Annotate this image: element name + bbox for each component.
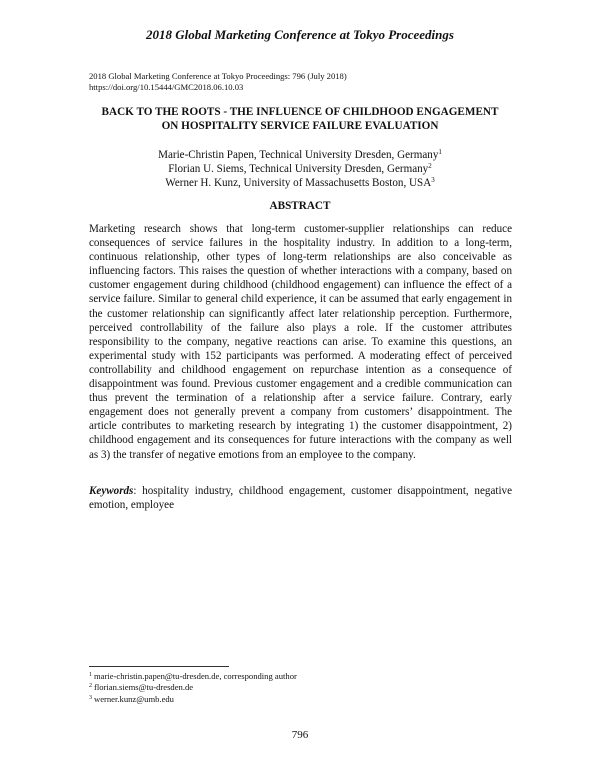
footnote-email: werner.kunz@umb.edu (94, 693, 174, 704)
doi-line: https://doi.org/10.15444/GMC2018.06.10.03 (89, 82, 244, 92)
author-line (80, 148, 520, 162)
author-list (80, 148, 520, 190)
footnote-divider (89, 666, 229, 667)
author-line (80, 176, 520, 190)
citation-line: 2018 Global Marketing Conference at Tokyo Proceedings: 796 (July 2018) (89, 71, 347, 81)
page-number: 796 (291, 729, 309, 741)
footnote-email: marie-christin.papen@tu-dresden.de, corresponding author (94, 671, 297, 681)
keywords-paragraph (89, 484, 512, 512)
abstract-body: Marketing research shows that long-term customer-supplier relationships can reduce consequences of service failures in the hospitality industry. In addition to a long-term, continuous relationship, other types of long-term relationships are also conceivable as influencing factors. This raises the question of whether interactions with a company, based on customer engagement during childhood (childhood engagement) can influence the effect of a service failure. Similar to general child experience, it can be assumed that early engagement in the customer relationship can significantly affect later relationship perception. Furthermore, perceived controllability of the failure also plays a role. If the customer attributes responsibility to the company, negative reactions can arise. To examine this questions, an experimental study with 152 participants was performed. A moderating effect of perceived controllability and childhood engagement on repurchase intention as a consequence of disappointment was found. Previous customer engagement and a credible communication can thus prevent the termination of a relationship after a service failure. Contrary, early engagement does not generally prevent a company from customers’ disappointment. The article contributes to marketing research by integrating 1) the customer disappointment, 2) childhood engagement and its consequences for future interactions with the company as well as 3) the transfer of negative emotions from an employee to the company. (89, 223, 512, 461)
author-affiliation: Werner H. Kunz, University of Massachusetts Boston, USA (165, 177, 432, 189)
footnote-item (89, 682, 509, 693)
paper-title (80, 105, 520, 133)
author-affiliation: Marie-Christin Papen, Technical University Dresden, Germany (158, 149, 439, 161)
author-affiliation: Florian U. Siems, Technical University Dresden, Germany (168, 163, 429, 175)
keywords-text: hospitality industry, childhood engagement, customer disappointment, negative emotion, employee (89, 485, 513, 512)
footnotes (89, 671, 509, 705)
keywords-label: Keywords (89, 485, 134, 497)
paper-title-line: ON HOSPITALITY SERVICE FAILURE EVALUATION (161, 120, 439, 132)
keywords-separator: : (133, 485, 143, 497)
citation-block (89, 71, 519, 93)
footnote-item (89, 671, 509, 682)
footnote-item (89, 694, 509, 705)
footnote-email: florian.siems@tu-dresden.de (94, 682, 194, 693)
author-footnote-mark: 3 (431, 176, 435, 184)
author-footnote-mark: 2 (428, 162, 432, 170)
footnote-mark: 1 (89, 672, 92, 678)
paper-title-line: BACK TO THE ROOTS - THE INFLUENCE OF CHILDHOOD ENGAGEMENT (101, 106, 499, 118)
author-footnote-mark: 1 (438, 148, 442, 156)
footnote-mark: 2 (89, 683, 92, 690)
running-header: 2018 Global Marketing Conference at Tokyo Proceedings (146, 27, 454, 42)
author-line (80, 162, 520, 176)
abstract-heading: ABSTRACT (269, 200, 331, 212)
footnote-mark: 3 (89, 694, 92, 701)
